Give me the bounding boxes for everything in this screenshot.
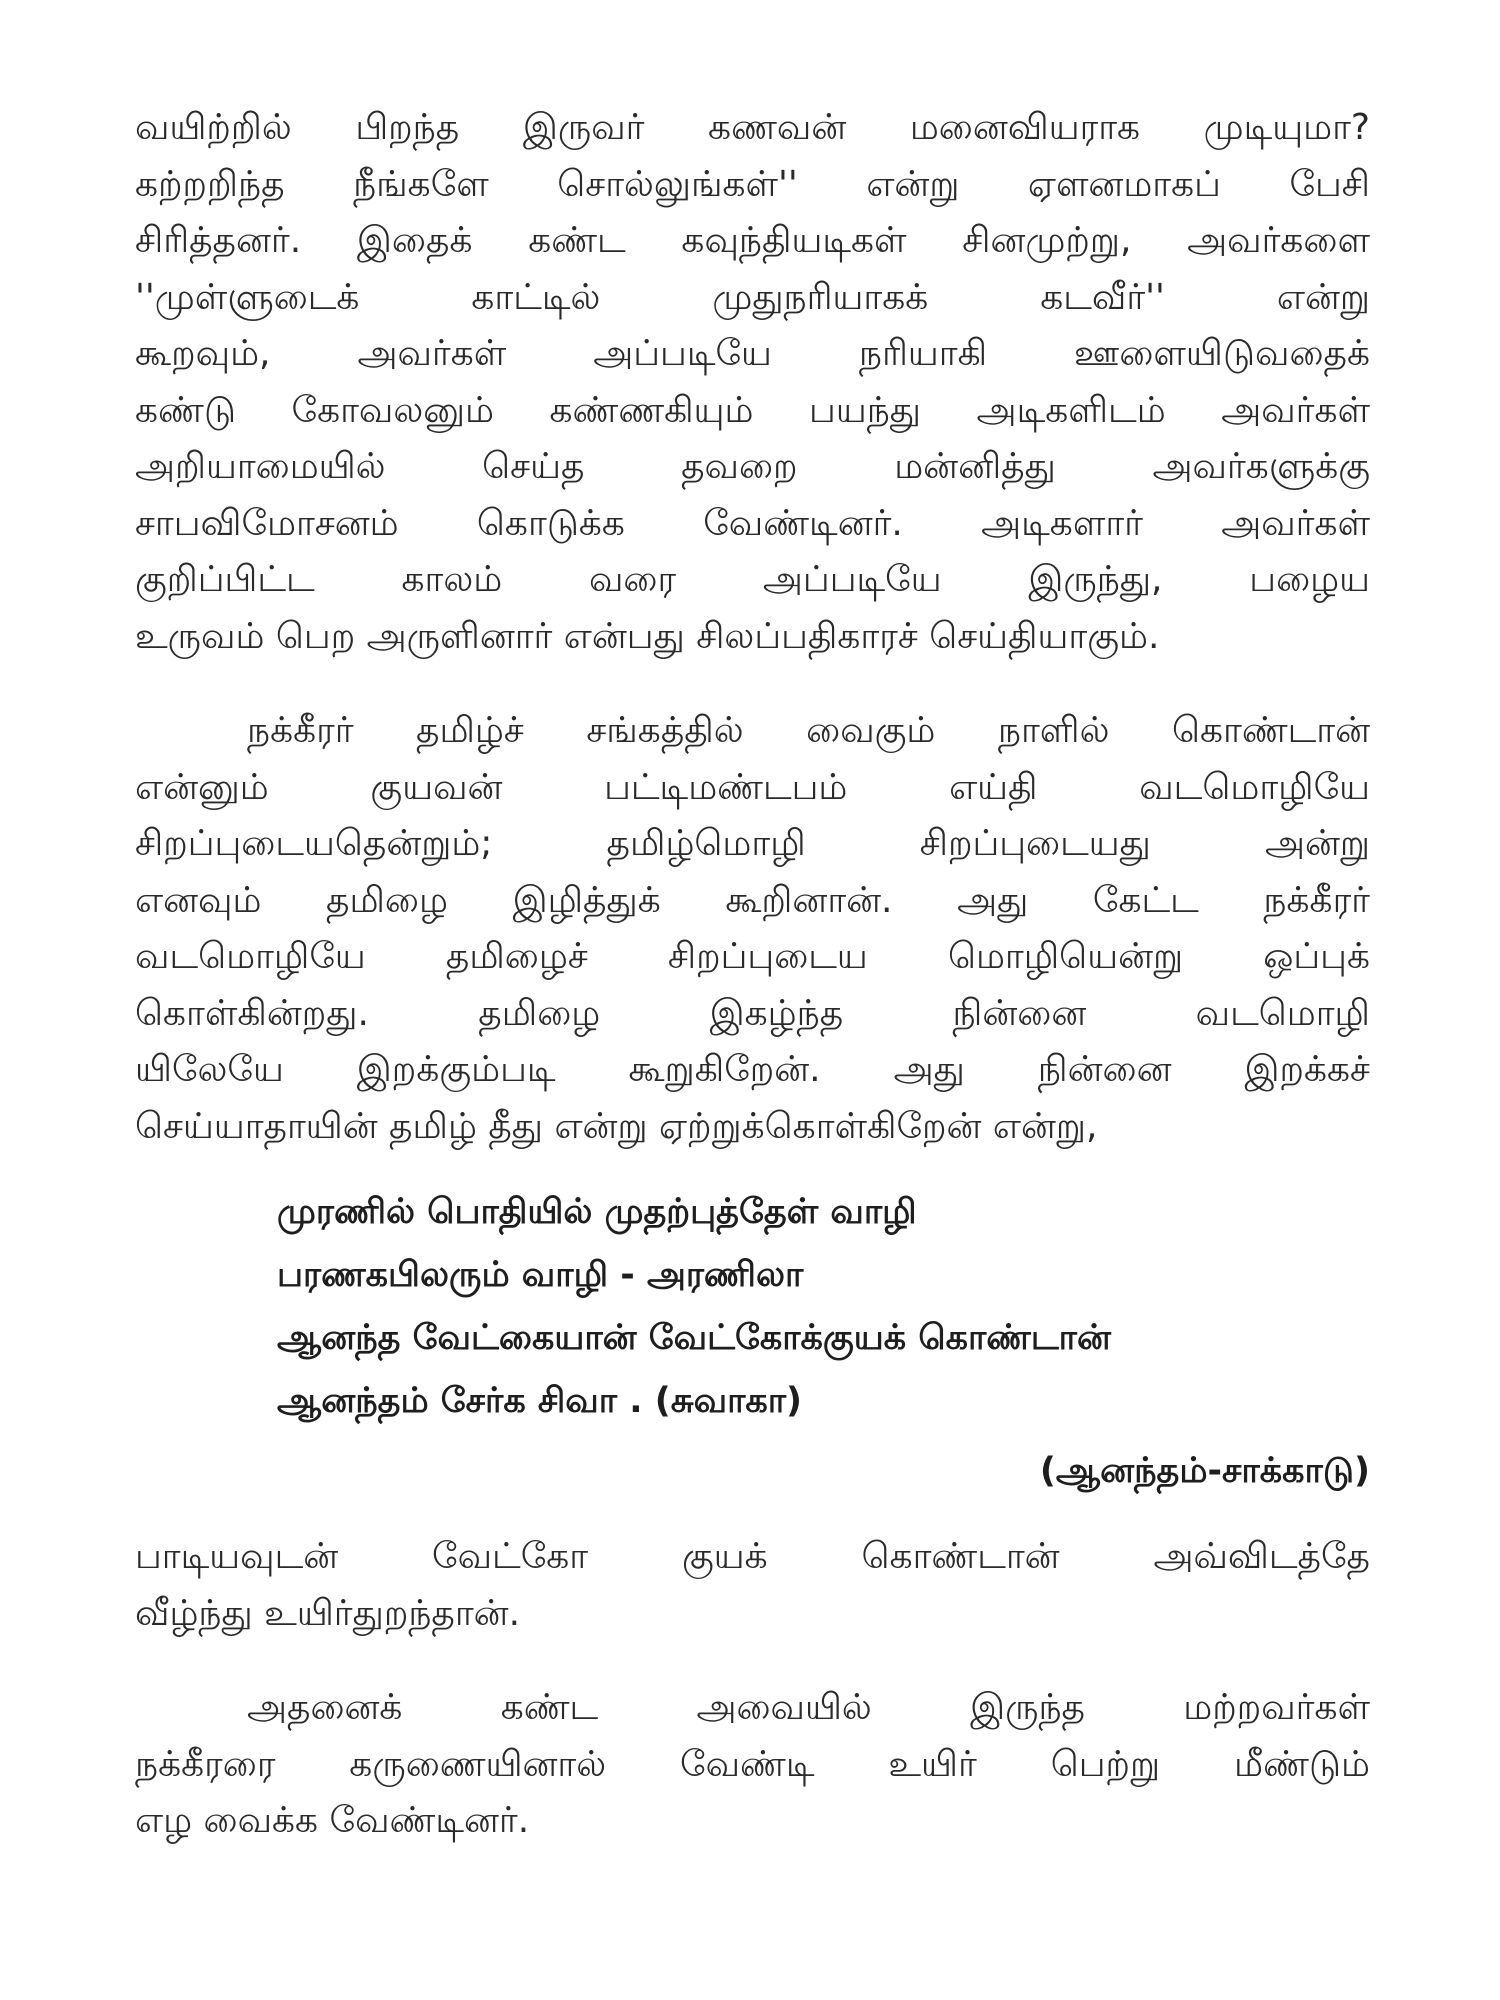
paragraph-3 (135, 1529, 1370, 1642)
text-line: வயிற்றில் பிறந்த இருவர் கணவன் மனைவியராக முடியுமா? (135, 107, 1370, 148)
text-line: சிறப்புடையதென்றும்; தமிழ்மொழி சிறப்புடையது அன்று (135, 823, 1370, 864)
text-line: கற்றறிந்த நீங்களே சொல்லுங்கள்'' என்று ஏளனமாகப் பேசி (135, 163, 1370, 205)
text-line: வீழ்ந்து உயிர்துறந்தான். (135, 1592, 521, 1634)
text-line: கொள்கின்றது. தமிழை இகழ்ந்த நின்னை வடமொழி (135, 992, 1370, 1034)
paragraph-1 (135, 100, 1370, 665)
verse-line: ஆனந்த வேட்கையான் வேட்கோக்குயக் கொண்டான் (277, 1318, 1111, 1358)
text-line: ''முள்ளுடைக் காட்டில் முதுநரியாகக் கடவீர்'' என்று (135, 276, 1370, 318)
verse-source: (ஆனந்தம்-சாக்காடு) (1039, 1451, 1370, 1491)
text-line: அறியாமையில் செய்த தவறை மன்னித்து அவர்களுக்கு (135, 446, 1370, 487)
text-line: உருவம் பெற அருளினார் என்பது சிலப்பதிகாரச் செய்தியாகும். (135, 615, 1160, 657)
text-line: கண்டு கோவலனும் கண்ணகியும் பயந்து அடிகளிடம் அவர்கள் (135, 389, 1370, 431)
text-line: நக்கீரரை கருணையினால் வேண்டி உயிர் பெற்று மீண்டும் (135, 1743, 1370, 1785)
verse-line: முரணில் பொதியில் முதற்புத்தேள் வாழி (277, 1192, 917, 1232)
text-line: அதனைக் கண்ட அவையில் இருந்த மற்றவர்கள் (247, 1687, 1370, 1728)
verse-line: பரணகபிலரும் வாழி - அரணிலா (277, 1255, 804, 1295)
text-line: யிலேயே இறக்கும்படி கூறுகிறேன். அது நின்னை இறக்கச் (135, 1049, 1370, 1090)
text-line: என்னும் குயவன் பட்டிமண்டபம் எய்தி வடமொழியே (135, 766, 1370, 808)
text-line: எழ வைக்க வேண்டினர். (135, 1800, 530, 1841)
text-line: சாபவிமோசனம் கொடுக்க வேண்டினர். அடிகளார் அவர்கள் (135, 502, 1370, 544)
text-line: குறிப்பிட்ட காலம் வரை அப்படியே இருந்து, பழைய (135, 559, 1370, 600)
text-line: சிரித்தனர். இதைக் கண்ட கவுந்தியடிகள் சினமுற்று, அவர்களை (135, 220, 1370, 261)
text-line: கூறவும், அவர்கள் அப்படியே நரியாகி ஊளையிடுவதைக் (135, 333, 1370, 374)
paragraph-2 (135, 703, 1370, 1155)
text-line: நக்கீரர் தமிழ்ச் சங்கத்தில் வைகும் நாளில் கொண்டான் (247, 710, 1370, 751)
verse-block (277, 1181, 1370, 1433)
verse-line: ஆனந்தம் சேர்க சிவா . (சுவாகா) (277, 1381, 803, 1421)
paragraph-4 (135, 1680, 1370, 1850)
text-line: எனவும் தமிழை இழித்துக் கூறினான். அது கேட்ட நக்கீரர் (135, 879, 1370, 921)
text-line: பாடியவுடன் வேட்கோ குயக் கொண்டான் அவ்விடத்தே (135, 1536, 1370, 1577)
text-line: செய்யாதாயின் தமிழ் தீது என்று ஏற்றுக்கொள்கிறேன் என்று, (135, 1105, 1098, 1147)
text-line: வடமொழியே தமிழைச் சிறப்புடைய மொழியென்று ஒப்புக் (135, 936, 1370, 977)
